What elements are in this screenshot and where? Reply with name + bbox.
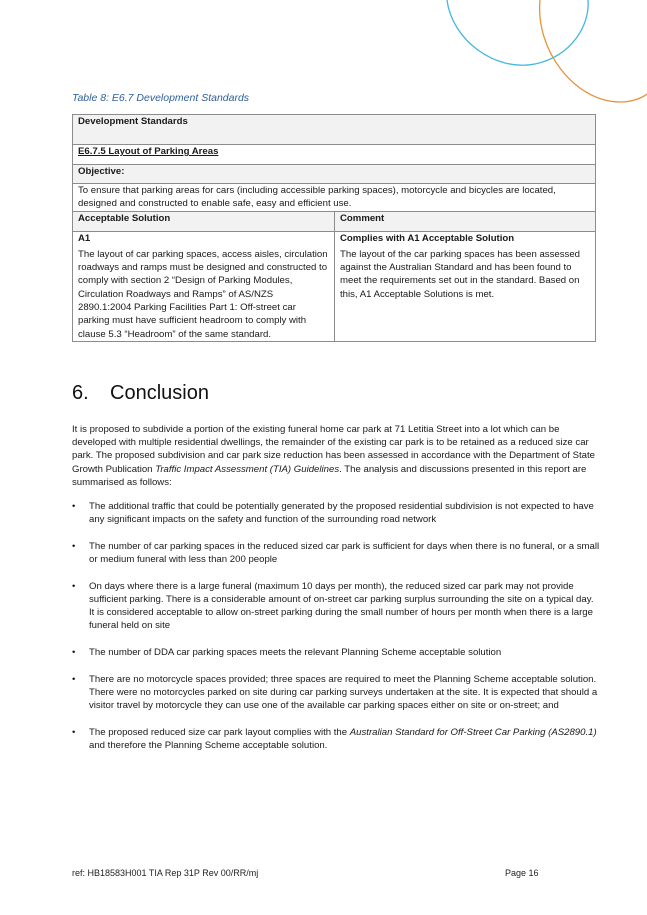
orange-arc: [540, 0, 647, 102]
list-item: [72, 540, 600, 566]
table-heading: Development Standards: [73, 115, 596, 145]
bullet-marker: •: [72, 540, 76, 552]
list-item: [72, 673, 600, 713]
list-item: [72, 500, 600, 526]
objective-label: Objective:: [73, 165, 596, 184]
section-heading: [72, 382, 209, 405]
intro-publication-title: Traffic Impact Assessment (TIA) Guidelines: [155, 463, 340, 475]
section-number: 6.: [72, 382, 89, 404]
comment-text: The layout of the car parking spaces has been assessed against the Australian Standard and has been found to meet the requirements set out in the standard. Based on this, A1 Acceptable Solutions is met.: [340, 248, 580, 300]
page-number: Page 16: [505, 868, 539, 878]
column-header-acceptable-solution: Acceptable Solution: [73, 211, 335, 231]
list-item-text: On days where there is a large funeral (maximum 10 days per month), the reduced sized car park may not provide sufficient parking. There is a considerable amount of on-street car parking surplus surrounding the site on a typical day. It is considered acceptable to allow on-street parking during the small number of hours per month when there is a large funeral held on site: [89, 580, 594, 632]
comment-cell: [335, 231, 596, 341]
solution-text: The layout of car parking spaces, access aisles, circulation roadways and ramps must be designed and constructed to comply with section 2 “Design of Parking Modules, Circulation Roadways and Ramps” of AS/NZS 2890.1:2004 Parking Facilities Part 1: Off-street car parking must have sufficient headroom to comply with clause 5.3 “Headroom” of the same standard.: [78, 248, 328, 340]
section-title: Conclusion: [110, 382, 209, 404]
bullet-marker: •: [72, 673, 76, 685]
column-header-comment: Comment: [335, 211, 596, 231]
comment-title: Complies with A1 Acceptable Solution: [340, 232, 515, 244]
footer-reference: ref: HB18583H001 TIA Rep 31P Rev 00/RR/mj: [72, 868, 259, 878]
list-item-text: The number of car parking spaces in the reduced sized car park is sufficient for days when there is no funeral, or a small or medium funeral with less than 200 people: [89, 540, 600, 566]
list-item: [72, 726, 600, 752]
standard-title: Australian Standard for Off-Street Car Parking (AS2890.1): [349, 726, 597, 738]
table-caption: Table 8: E6.7 Development Standards: [72, 92, 250, 104]
summary-list: [72, 500, 600, 766]
bullet-marker: •: [72, 726, 76, 738]
list-item: [72, 580, 600, 633]
list-item-text: The additional traffic that could be potentially generated by the proposed residential subdivision is not expected to have any significant impacts on the safety and function of the surrounding road network: [89, 501, 594, 526]
list-item-text-end: and therefore the Planning Scheme acceptable solution.: [89, 740, 328, 752]
intro-paragraph: [72, 423, 600, 489]
intro-text: It is proposed to subdivide a portion of the existing funeral home car park at 71 Letitia Street into a lot which can be developed with multiple residential dwellings, the remainder of the existing car park is to be retained as a reduced size car park. The proposed subdivision and car park size reduction has been assessed in accordance with the Department of State Growth Publication: [72, 424, 595, 475]
list-item-text: There are no motorcycle spaces provided; three spaces are required to meet the Planning Scheme acceptable solution. There were no motorcycles parked on site during car parking surveys undertaken at the site. It is expected that should a visitor travel by motorcycle they can use one of the available car parking spaces either on site or on-street; and: [89, 673, 598, 712]
list-item-text-start: The proposed reduced size car park layout complies with the: [89, 726, 350, 738]
clause-title: E6.7.5 Layout of Parking Areas: [73, 145, 596, 165]
solution-title: A1: [78, 232, 91, 244]
acceptable-solution-cell: [73, 231, 335, 341]
development-standards-table: [72, 114, 596, 342]
bullet-marker: •: [72, 501, 76, 512]
list-item-text: The number of DDA car parking spaces meets the relevant Planning Scheme acceptable solution: [89, 647, 502, 659]
intro-text-end: . The analysis and discussions presented in this report are summarised as follows:: [72, 463, 587, 488]
bullet-marker: •: [72, 580, 76, 592]
list-item-text: [89, 727, 597, 751]
bullet-marker: •: [72, 647, 76, 659]
blue-arc: [447, 0, 588, 65]
list-item: [72, 646, 600, 659]
objective-text: To ensure that parking areas for cars (including accessible parking spaces), motorcycle and bicycles are located, designed and constructed to enable safe, easy and efficient use.: [73, 184, 596, 212]
